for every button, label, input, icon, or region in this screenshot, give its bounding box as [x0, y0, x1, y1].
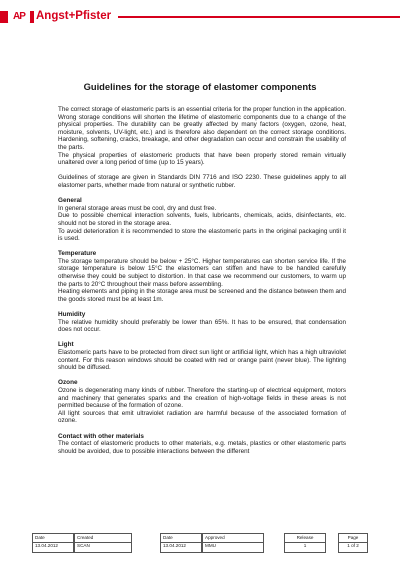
section-heading-contact: Contact with other materials: [58, 432, 144, 440]
section-heading-general: General: [58, 197, 82, 205]
footer-date2-value: 13.04.2012: [163, 543, 186, 548]
contact-paragraph: The contact of elastomeric products to other materials, e.g. metals, plastics or other elastomeric parts should be avoided, due to possible interactions between the different: [58, 440, 346, 455]
logo-mark-text: AP: [13, 10, 25, 22]
intro-paragraph: Guidelines of storage are given in Standards DIN 7716 and ISO 2230. These guidelines apply to all elastomer parts, whether made from natural or synthetic rubber.: [58, 174, 346, 189]
section-heading-light: Light: [58, 341, 74, 349]
footer-date2-label: Date: [163, 535, 173, 540]
general-paragraph: In general storage areas must be cool, dry and dust free.: [58, 204, 217, 212]
footer-approved-label: Approved: [205, 535, 225, 540]
footer-page-cell: [338, 533, 368, 553]
footer-created-label: Created: [77, 535, 94, 540]
footer-page-label: Page: [347, 535, 359, 540]
company-logo-text: Angst+Pfister: [36, 10, 112, 22]
logo-mark-icon: [8, 8, 30, 24]
ozone-paragraph: All light sources that emit ultraviolet radiation are harmful because of the associated formation of ozone.: [58, 409, 346, 425]
intro-paragraph: The physical properties of elastomeric products that have been properly stored remain virtually unaltered over a long period of time (up to 15 years).: [58, 151, 346, 167]
footer-date-value: 13.04.2012: [35, 543, 58, 548]
header-rule: [118, 16, 400, 18]
section-heading-ozone: Ozone: [58, 379, 78, 387]
section-heading-humidity: Humidity: [58, 311, 86, 319]
footer-approved-cell: [202, 533, 264, 553]
light-paragraph: Elastomeric parts have to be protected from direct sun light or artificial light, which has a high ultraviolet content. For this reason windows should be coated with red or orange paint (never blue). The lighting should be diffused.: [58, 349, 346, 372]
footer-approved-value: MMU: [205, 543, 216, 548]
footer-date-cell: [32, 533, 74, 553]
footer-created-cell: [74, 533, 132, 553]
footer-release-cell: [284, 533, 326, 553]
document-footer: [32, 533, 372, 553]
footer-created-value: SCAN: [77, 543, 90, 548]
footer-release-label: Release: [296, 535, 314, 540]
document-title: Guidelines for the storage of elastomer components: [83, 81, 317, 92]
humidity-paragraph: The relative humidity should preferably be lower than 65%. It has to be ensured, that condensation does not occur.: [58, 318, 346, 334]
document-body: [58, 106, 346, 455]
footer-page-value: 1 of 2: [347, 543, 359, 548]
general-paragraph: To avoid deterioration it is recommended to store the elastomeric parts in the original packaging until it is used.: [58, 227, 346, 243]
footer-date2-cell: [160, 533, 202, 553]
footer-release-value: 1: [303, 543, 307, 548]
ozone-paragraph: Ozone is degenerating many kinds of rubber. Therefore the starting-up of electrical equipment, motors and machinery that generates sparks and the creation of high-voltage fields in these areas is not permitted because of the formation of ozone.: [58, 386, 346, 410]
header-logo-bar: [0, 11, 400, 23]
intro-paragraph: The correct storage of elastomeric parts is an essential criteria for the proper function in the application. Wrong storage conditions will shorten the lifetime of elastomeric components due to a change of the physical properties. The durability can be greatly affected by many factors (oxygen, ozone, heat, moisture, solvents, UV-light, etc.) and is therefore also dependent on the correct storage conditions. Hardening, softening, cracks, breakage, and other degradation can occur and constrain the usability of the parts.: [58, 106, 346, 151]
temperature-paragraph: Heating elements and piping in the storage area must be screened and the distance between them and the goods stored must be at least 1m.: [58, 288, 346, 303]
temperature-paragraph: The storage temperature should be below + 25°C. Higher temperatures can shorten service life. If the storage temperature is below 15°C the elastomers can stiffen and have to be handled carefully otherwise they could be subject to distortion. In that case we recommend our customers, to warm up the parts to 20°C throughout their mass before assembling.: [58, 257, 346, 288]
general-paragraph: Due to possible chemical interaction solvents, fuels, lubricants, chemicals, acids, disinfectants, etc. should not be stored in the storage area.: [58, 212, 346, 227]
footer-date-label: Date: [35, 535, 45, 540]
section-heading-temperature: Temperature: [58, 250, 97, 258]
